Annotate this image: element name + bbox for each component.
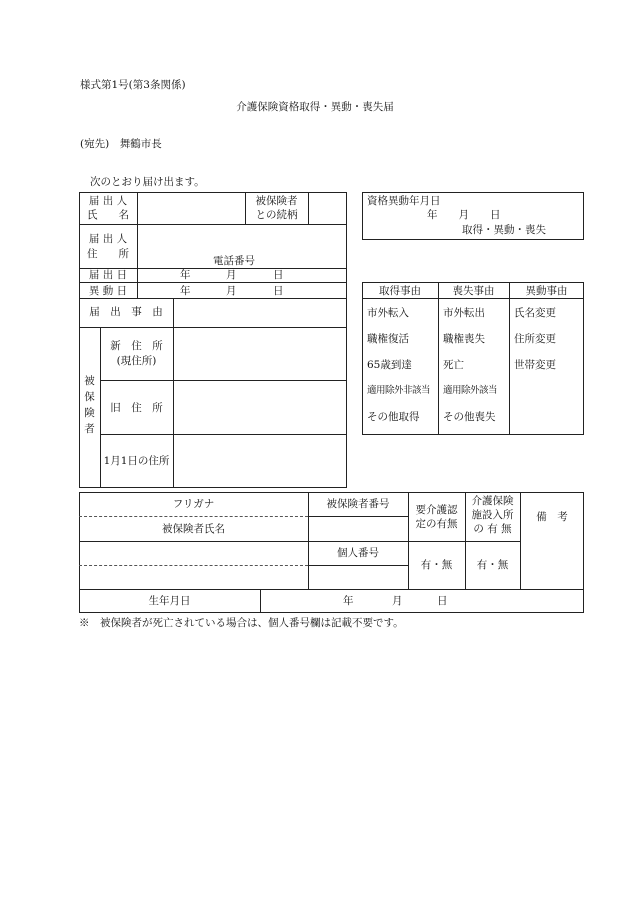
statement: 次のとおり届け出ます。 bbox=[90, 176, 205, 188]
facility-yes-no: 有・無 bbox=[476, 559, 509, 571]
care-cert-label: 要介護認 bbox=[415, 504, 458, 516]
loss-reason: 死亡 bbox=[443, 359, 464, 371]
qualification-date: 年 月 日 bbox=[427, 209, 501, 221]
acquisition-reason: 適用除外非該当 bbox=[367, 385, 431, 396]
change-reason: 世帯変更 bbox=[514, 359, 556, 371]
acquisition-reason: 65歳到達 bbox=[367, 359, 412, 371]
new-address-label: 新 住 所 bbox=[110, 340, 163, 352]
facility-label-2: 施設入所 bbox=[471, 509, 514, 521]
change-reason: 氏名変更 bbox=[514, 307, 556, 319]
phone-label: 電話番号 bbox=[213, 255, 255, 267]
birth-day: 日 bbox=[437, 595, 448, 607]
loss-reason: その他喪失 bbox=[443, 411, 496, 423]
care-cert-yes-no: 有・無 bbox=[420, 559, 453, 571]
birth-date-label: 生年月日 bbox=[148, 595, 191, 607]
change-date-label: 異 動 日 bbox=[88, 285, 128, 297]
insured-number-label: 被保険者番号 bbox=[326, 498, 390, 510]
acquisition-reason: 市外転入 bbox=[367, 307, 409, 319]
form-number: 様式第1号(第3条関係) bbox=[80, 79, 186, 91]
applicant-address-label: 届 出 人 bbox=[88, 233, 128, 245]
care-cert-label-2: 定の有無 bbox=[415, 518, 458, 530]
birth-month: 月 bbox=[392, 595, 403, 607]
footnote: ※ 被保険者が死亡されている場合は、個人番号欄は記載不要です。 bbox=[79, 617, 404, 629]
filing-month: 月 bbox=[226, 269, 237, 281]
acquisition-header: 取得事由 bbox=[379, 285, 421, 297]
filing-reason-label: 届 出 事 由 bbox=[89, 306, 163, 318]
relation-label: 被保険者 bbox=[255, 195, 298, 207]
loss-reason: 職権喪失 bbox=[443, 333, 485, 345]
insured-name-label: 被保険者氏名 bbox=[162, 523, 225, 535]
acquisition-reason: 職権復活 bbox=[367, 333, 409, 345]
change-reason: 住所変更 bbox=[514, 333, 556, 345]
change-month: 月 bbox=[226, 285, 237, 297]
filing-date-label: 届 出 日 bbox=[88, 269, 128, 281]
change-header: 異動事由 bbox=[525, 285, 568, 297]
form-title: 介護保険資格取得・異動・喪失届 bbox=[236, 101, 394, 113]
personal-number-label: 個人番号 bbox=[337, 547, 379, 559]
jan1-address-label: 1月1日の住所 bbox=[103, 455, 170, 467]
applicant-address-label-2: 住 所 bbox=[87, 248, 129, 260]
birth-year: 年 bbox=[343, 595, 354, 607]
filing-day: 日 bbox=[273, 269, 284, 281]
change-day: 日 bbox=[273, 285, 284, 297]
addressee: (宛先) 舞鶴市長 bbox=[80, 138, 162, 150]
insured-vertical-label: 被 保 険 者 bbox=[84, 375, 95, 435]
qualification-label: 資格異動年月日 bbox=[367, 195, 441, 207]
furigana-label: フリガナ bbox=[172, 498, 215, 510]
current-address-label: (現住所) bbox=[116, 355, 157, 367]
acquisition-reason: その他取得 bbox=[367, 411, 420, 423]
old-address-label: 旧 住 所 bbox=[110, 402, 163, 414]
applicant-name-label-2: 氏 名 bbox=[87, 209, 129, 221]
change-year: 年 bbox=[180, 285, 191, 297]
loss-reason: 市外転出 bbox=[443, 307, 485, 319]
applicant-name-label: 届 出 人 bbox=[88, 195, 128, 207]
relation-label-2: との続柄 bbox=[255, 209, 298, 221]
remarks-label: 備 考 bbox=[536, 511, 568, 523]
facility-label: 介護保険 bbox=[471, 495, 514, 507]
loss-header: 喪失事由 bbox=[452, 285, 495, 297]
loss-reason: 適用除外該当 bbox=[443, 385, 498, 396]
qualification-options: 取得・異動・喪失 bbox=[462, 224, 546, 236]
filing-year: 年 bbox=[180, 269, 191, 281]
facility-label-3: の 有 無 bbox=[473, 523, 512, 535]
